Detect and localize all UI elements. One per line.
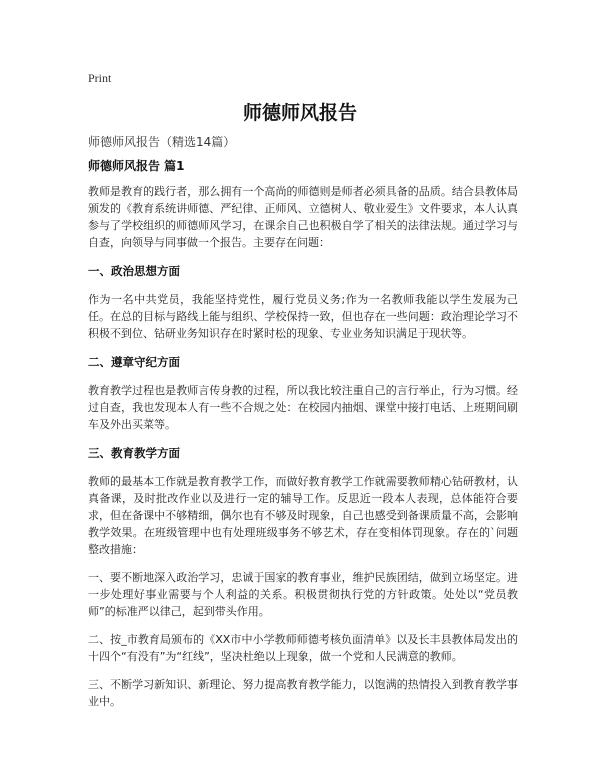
document-subtitle: 师德师风报告（精选14篇） xyxy=(88,135,236,149)
measure-paragraph-1: 一、要不断地深入政治学习，忠诚于国家的教育事业，维护民族团结，做到立场坚定。进一步处理好事业需要与个人利益的关系。积极贯彻执行党的方针政策。处处以“党员教师”的标准严以律己，起到带头作用。 xyxy=(88,571,518,618)
section-text-teaching: 教师的最基本工作就是教育教学工作，而做好教育教学工作就需要教师精心钻研教材，认真备课，及时批改作业以及进行一定的辅导工作。反思近一段本人表现，总体能符合要求，但在备课中不够精细，偶尔也有不够及时现象，自己也感受到备课质量不高，会影响教学效果。在班级管理中也有处理班级事务不够艺术，存在变相体罚现象。存在的`问题整改措施： xyxy=(88,475,518,556)
article-body xyxy=(88,157,518,710)
section-heading-politics: 一、政治思想方面 xyxy=(88,264,180,278)
measure-paragraph-2: 二、按_市教育局颁布的《XX市中小学教师师德考核负面清单》以及长丰县教体局发出的十四个“有没有”为“红线”，坚决杜绝以上现象，做一个党和人民满意的教师。 xyxy=(88,633,518,663)
document-title: 师德师风报告 xyxy=(242,102,357,124)
section-text-discipline: 教育教学过程也是教师言传身教的过程，所以我比较注重自己的言行举止，行为习惯。经过自查，我也发现本人有一些不合规之处：在校园内抽烟、课堂中接打电话、上班期间刷车及外出买菜等。 xyxy=(88,384,518,431)
article-heading: 师德师风报告 篇1 xyxy=(88,159,185,173)
print-link[interactable]: Print xyxy=(88,71,112,85)
section-heading-discipline: 二、遵章守纪方面 xyxy=(88,355,180,369)
section-heading-teaching: 三、教育教学方面 xyxy=(88,446,180,460)
measure-paragraph-3: 三、不断学习新知识、新理论、努力提高教育教学能力，以饱满的热情投入到教育教学事业中。 xyxy=(88,678,518,708)
section-text-politics: 作为一名中共党员，我能坚持党性，履行党员义务;作为一名教师我能以学生发展为己任。在总的目标与路线上能与组织、学校保持一致，但也存在一些问题：政治理论学习不积极不到位、钻研业务知识存在时紧时松的现象、专业业务知识满足于现状等。 xyxy=(88,293,518,340)
intro-paragraph: 教师是教育的践行者，那么拥有一个高尚的师德则是师者必须具备的品质。结合县教体局颁发的《教育系统讲师德、严纪律、正师风、立德树人、敬业爱生》文件要求，本人认真参与了学校组织的师德师风学习，在课余自己也积极自学了相关的法律法规。通过学习与自查，向领导与同事做一个报告。主要存在问题： xyxy=(88,185,518,249)
